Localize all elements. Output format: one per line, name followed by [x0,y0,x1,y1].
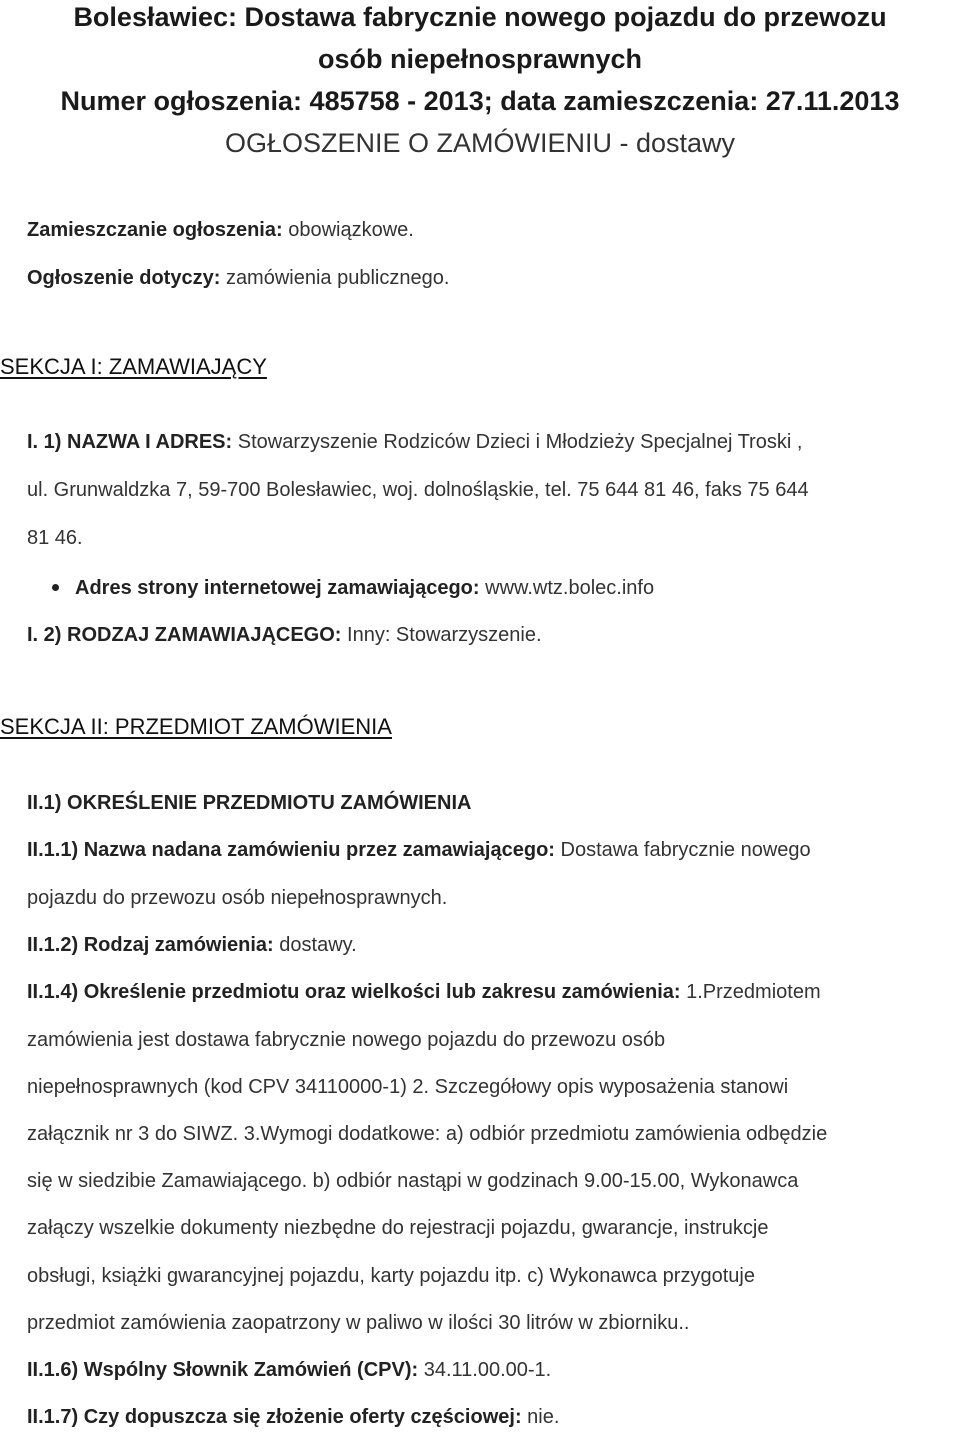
partial-offer-label: II.1.7) Czy dopuszcza się złożenie oferty częściowej: [27,1406,522,1428]
order-kind-row [27,933,954,957]
contracting-type-row [27,623,954,647]
bullet-dot-icon [52,584,59,591]
order-scope-text: zamówienia jest dostawa fabrycznie nowego pojazdu do przewozu osób [27,1029,666,1051]
concerns-label: Ogłoszenie dotyczy: [27,267,221,289]
order-scope-text: się w siedzibie Zamawiającego. b) odbiór nastąpi w godzinach 9.00-15.00, Wykonawca [27,1170,799,1192]
order-scope-line [27,1169,954,1193]
order-name-row [27,838,954,862]
partial-offer-row [27,1405,954,1429]
contracting-type-value: Inny: Stowarzyszenie. [347,624,542,646]
posting-row [27,218,954,242]
subject-subtitle-row [27,791,954,815]
contracting-address-line [27,478,954,502]
contracting-name-row [27,430,954,454]
order-name-value: Dostawa fabrycznie nowego [560,839,811,861]
cpv-label: II.1.6) Wspólny Słownik Zamówień (CPV): [27,1359,419,1381]
contracting-name-value: Stowarzyszenie Rodziców Dzieci i Młodzieży Specjalnej Troski , [237,431,803,453]
title-line-2: osób niepełnosprawnych [317,44,643,74]
website-link[interactable]: www.wtz.bolec.info [485,577,655,599]
section-2-title: SEKCJA II: PRZEDMIOT ZAMÓWIENIA [0,714,392,739]
order-scope-label: II.1.4) Określenie przedmiotu oraz wielkości lub zakresu zamówienia: [27,981,681,1003]
section-1-title: SEKCJA I: ZAMAWIAJĄCY [0,354,267,379]
concerns-value: zamówienia publicznego. [225,267,450,289]
contracting-address-end-text: 81 46. [27,527,83,549]
notice-type: OGŁOSZENIE O ZAMÓWIENIU - dostawy [224,128,736,158]
order-scope-text: załączy wszelkie dokumenty niezbędne do rejestracji pojazdu, gwarancje, instrukcje [27,1217,769,1239]
posting-label: Zamieszczanie ogłoszenia: [27,219,283,241]
partial-offer-value: nie. [527,1406,560,1428]
cpv-value: 34.11.00.00-1. [423,1359,552,1381]
contracting-address-text: ul. Grunwaldzka 7, 59-700 Bolesławiec, woj. dolnośląskie, tel. 75 644 81 46, faks 75 644 [27,479,809,501]
order-kind-value: dostawy. [279,934,357,956]
title-line-1: Bolesławiec: Dostawa fabrycznie nowego pojazdu do przewozu [73,2,887,32]
order-scope-text: niepełnosprawnych (kod CPV 34110000-1) 2. Szczegółowy opis wyposażenia stanowi [27,1076,789,1098]
document-header [0,0,960,164]
contracting-address-end [27,526,954,550]
subject-subtitle: II.1) OKREŚLENIE PRZEDMIOTU ZAMÓWIENIA [27,792,472,814]
order-kind-label: II.1.2) Rodzaj zamówienia: [27,934,274,956]
notice-number-line: Numer ogłoszenia: 485758 - 2013; data zamieszczenia: 27.11.2013 [60,86,900,116]
concerns-row [27,266,954,290]
contracting-type-label: I. 2) RODZAJ ZAMAWIAJĄCEGO: [27,624,342,646]
order-scope-text: załącznik nr 3 do SIWZ. 3.Wymogi dodatkowe: a) odbiór przedmiotu zamówienia odbędzie [27,1123,828,1145]
order-scope-text: obsługi, książki gwarancyjnej pojazdu, karty pojazdu itp. c) Wykonawca przygotuje [27,1265,755,1287]
posting-value: obowiązkowe. [288,219,414,241]
website-row [75,576,954,600]
order-scope-row [27,980,954,1004]
cpv-row [27,1358,954,1382]
order-name-cont: pojazdu do przewozu osób niepełnosprawnych. [27,887,448,909]
order-scope-line [27,1311,954,1335]
website-label: Adres strony internetowej zamawiającego: [75,577,480,599]
order-scope-text: przedmiot zamówienia zaopatrzony w paliwo w ilości 30 litrów w zbiorniku.. [27,1312,690,1334]
contracting-name-label: I. 1) NAZWA I ADRES: [27,431,233,453]
order-scope-first: 1.Przedmiotem [686,981,821,1003]
order-name-cont-row [27,886,954,910]
order-scope-line [27,1216,954,1240]
order-scope-line [27,1075,954,1099]
order-name-label: II.1.1) Nazwa nadana zamówieniu przez zamawiającego: [27,839,555,861]
order-scope-line [27,1122,954,1146]
order-scope-line [27,1028,954,1052]
order-scope-line [27,1264,954,1288]
